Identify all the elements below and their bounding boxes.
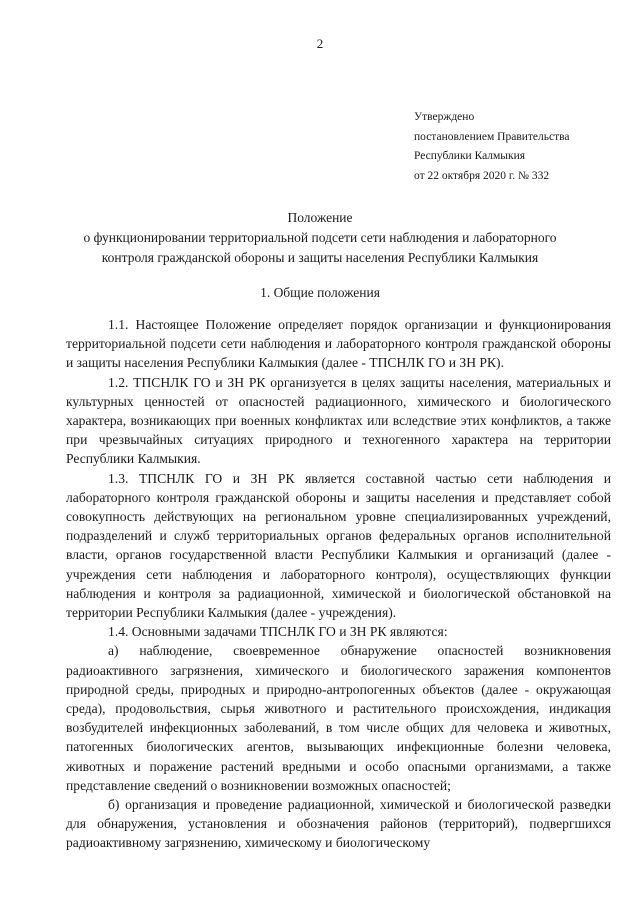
paragraph: б) организация и проведение радиационной, химической и биологической разведки для обнаружения, установления и обозначения районов (территорий), подвергшихся радиоактивному загрязнению, химическому и биологическому — [66, 797, 611, 851]
approval-line: от 22 октября 2020 г. № 332 — [414, 169, 550, 182]
approval-line: Республики Калмыкия — [414, 150, 526, 162]
title-line: о функционировании территориальной подсети сети наблюдения и лабораторного — [83, 230, 557, 245]
approval-line: постановлением Правительства — [414, 130, 570, 143]
document-body — [66, 315, 611, 853]
paragraph: 1.4. Основными задачами ТПСНЛК ГО и ЗН РК являются: — [108, 624, 448, 640]
approval-line: Утверждено — [414, 111, 475, 123]
page-number: 2 — [316, 36, 324, 51]
paragraph: 1.3. ТПСНЛК ГО и ЗН РК является составной частью сети наблюдения и лабораторного контроля гражданской обороны и защиты населения и представляет собой совокупность действующих на региональном уровне специализированных учреждений, подразделений и служб территориальных органов федеральных органов исполнительной власти, органов государственной власти Республики Калмыкия и организаций (далее - учреждения сети наблюдения и лабораторного контроля), осуществляющих функции наблюдения и контроля за радиационной, химической и биологической обстановкой на территории Республики Калмыкия (далее - учреждения). — [66, 470, 611, 621]
title-line: контроля гражданской обороны и защиты населения Республики Калмыкия — [101, 250, 539, 265]
paragraph: 1.2. ТПСНЛК ГО и ЗН РК организуется в целях защиты населения, материальных и культурных ценностей от опасностей радиационного, химического и биологического характера, возникающих при военных конфликтах или вследствие этих конфликтов, а также при чрезвычайных ситуациях природного и техногенного характера на территории Республики Калмыкия. — [66, 374, 611, 467]
paragraph: а) наблюдение, своевременное обнаружение опасностей возникновения радиоактивного загрязнения, химического и биологического заражения компонентов природной среды, природных и природно-антропогенных объектов (далее - окружающая среда), продовольствия, сырья животного и растительного происхождения, индикация возбудителей инфекционных заболеваний, в том числе общих для человека и животных, патогенных биологических агентов, вызывающих инфекционные болезни человека, животных и поражение растений вредными и особо опасными организмами, а также представление сведений о возникновении возможных опасностей; — [66, 643, 611, 793]
paragraph: 1.1. Настоящее Положение определяет порядок организации и функционирования территориальной подсети сети наблюдения и лабораторного контроля гражданской обороны и защиты населения Республики Калмыкия (далее - ТПСНЛК ГО и ЗН РК). — [66, 317, 611, 371]
title-line: Положение — [287, 210, 353, 225]
section-heading: 1. Общие положения — [260, 285, 380, 300]
approval-stamp — [414, 108, 570, 186]
document-title — [0, 208, 640, 268]
